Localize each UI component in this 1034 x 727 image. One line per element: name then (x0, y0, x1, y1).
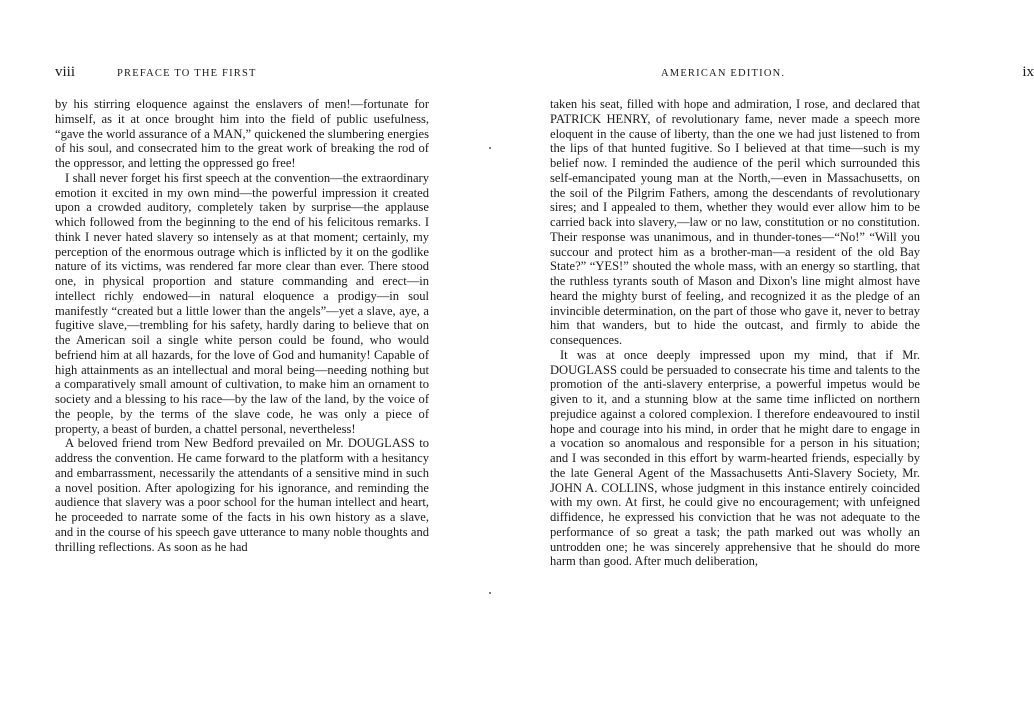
right-running-title: AMERICAN EDITION. (661, 68, 786, 79)
left-paragraph-1: by his stirring eloquence against the enslavers of men!—fortunate for himself, as it at once brought him into the field of public usefulness, “gave the world assurance of a MAN,” quickened the slumbering energies of his soul, and consecrated him to the great work of breaking the rod of the oppressor, and letting the oppressed go free! (55, 97, 429, 170)
print-speck (489, 592, 491, 594)
left-body-text (55, 97, 429, 554)
left-page-number: viii (55, 64, 76, 80)
right-running-head (661, 64, 1034, 81)
left-running-title: PREFACE TO THE FIRST (117, 68, 257, 79)
left-page (0, 0, 490, 727)
left-running-head (55, 64, 430, 81)
right-paragraph-2: It was at once deeply impressed upon my mind, that if Mr. DOUGLASS could be persuaded to consecrate his time and talents to the promotion of the anti-slavery enterprise, a powerful impetus would be given to it, and a stunning blow at the same time inflicted on northern prejudice against a colored complexion. I therefore endeavoured to instil hope and courage into his mind, in order that he might dare to engage in a vocation so anomalous and responsible for a person in his situation; and I was seconded in this effort by warm-hearted friends, especially by the late General Agent of the Massachusetts Anti-Slavery Society, Mr. JOHN A. COLLINS, whose judgment in this instance entirely coincided with my own. At first, he could give no encouragement; with unfeigned diffidence, he expressed his conviction that he was not adequate to the performance of so great a task; the path marked out was wholly an untrodden one; he was sincerely apprehensive that he should do more harm than good. After much deliberation, (550, 347, 920, 569)
right-paragraph-1: taken his seat, filled with hope and admiration, I rose, and declared that PATRICK HENRY, of revolutionary fame, never made a speech more eloquent in the cause of liberty, than the one we had just listened to from the lips of that hunted fugitive. So I believed at that time—such is my belief now. I reminded the audience of the peril which surrounded this self-emancipated young man at the North,—even in Massachusetts, on the soil of the Pilgrim Fathers, among the descendants of revolutionary sires; and I appealed to them, whether they would ever allow him to be carried back into slavery,—law or no law, constitution or no constitution. Their response was unanimous, and in thunder-tones—“No!” “Will you succour and protect him as a brother-man—a resident of the old Bay State?” “YES!” shouted the whole mass, with an energy so startling, that the ruthless tyrants south of Mason and Dixon's line might almost have heard the mighty burst of feeling, and recognized it as the pledge of an invincible determination, on the part of those who gave it, never to betray him that wanders, but to hide the outcast, and firmly to abide the consequences. (550, 97, 920, 347)
left-paragraph-2: I shall never forget his first speech at the convention—the extraordinary emotion it excited in my own mind—the powerful impression it created upon a crowded auditory, completely taken by surprise—the applause which followed from the beginning to the end of his felicitous remarks. I think I never hated slavery so intensely as at that moment; certainly, my perception of the enormous outrage which is inflicted by it on the godlike nature of its victims, was rendered far more clear than ever. There stood one, in physical proportion and stature commanding and erect—in intellect richly endowed—in natural eloquence a prodigy—in soul manifestly “created but a little lower than the angels”—yet a slave, aye, a fugitive slave,—trembling for his safety, hardly daring to believe that on the American soil a single white person could be found, who would befriend him at all hazards, for the love of God and humanity! Capable of high attainments as an intellectual and moral being—needing nothing but a comparatively small amount of cultivation, to make him an ornament to society and a blessing to his race—by the law of the land, by the voice of the people, by the terms of the slave code, he was only a piece of property, a beast of burden, a chattel personal, nevertheless! (55, 170, 429, 436)
left-paragraph-3: A beloved friend trom New Bedford prevailed on Mr. DOUGLASS to address the convention. He came forward to the platform with a hesitancy and embarrassment, necessarily the attendants of a sensitive mind in such a novel position. After apologizing for his ignorance, and reminding the audience that slavery was a poor school for the human intellect and heart, he proceeded to narrate some of the facts in his own history as a slave, and in the course of his speech gave utterance to many noble thoughts and thrilling reflections. As soon as he had (55, 436, 429, 554)
right-page-number: ix (1022, 64, 1034, 80)
right-body-text (550, 97, 920, 569)
right-page (490, 0, 1034, 727)
print-speck (489, 147, 491, 149)
